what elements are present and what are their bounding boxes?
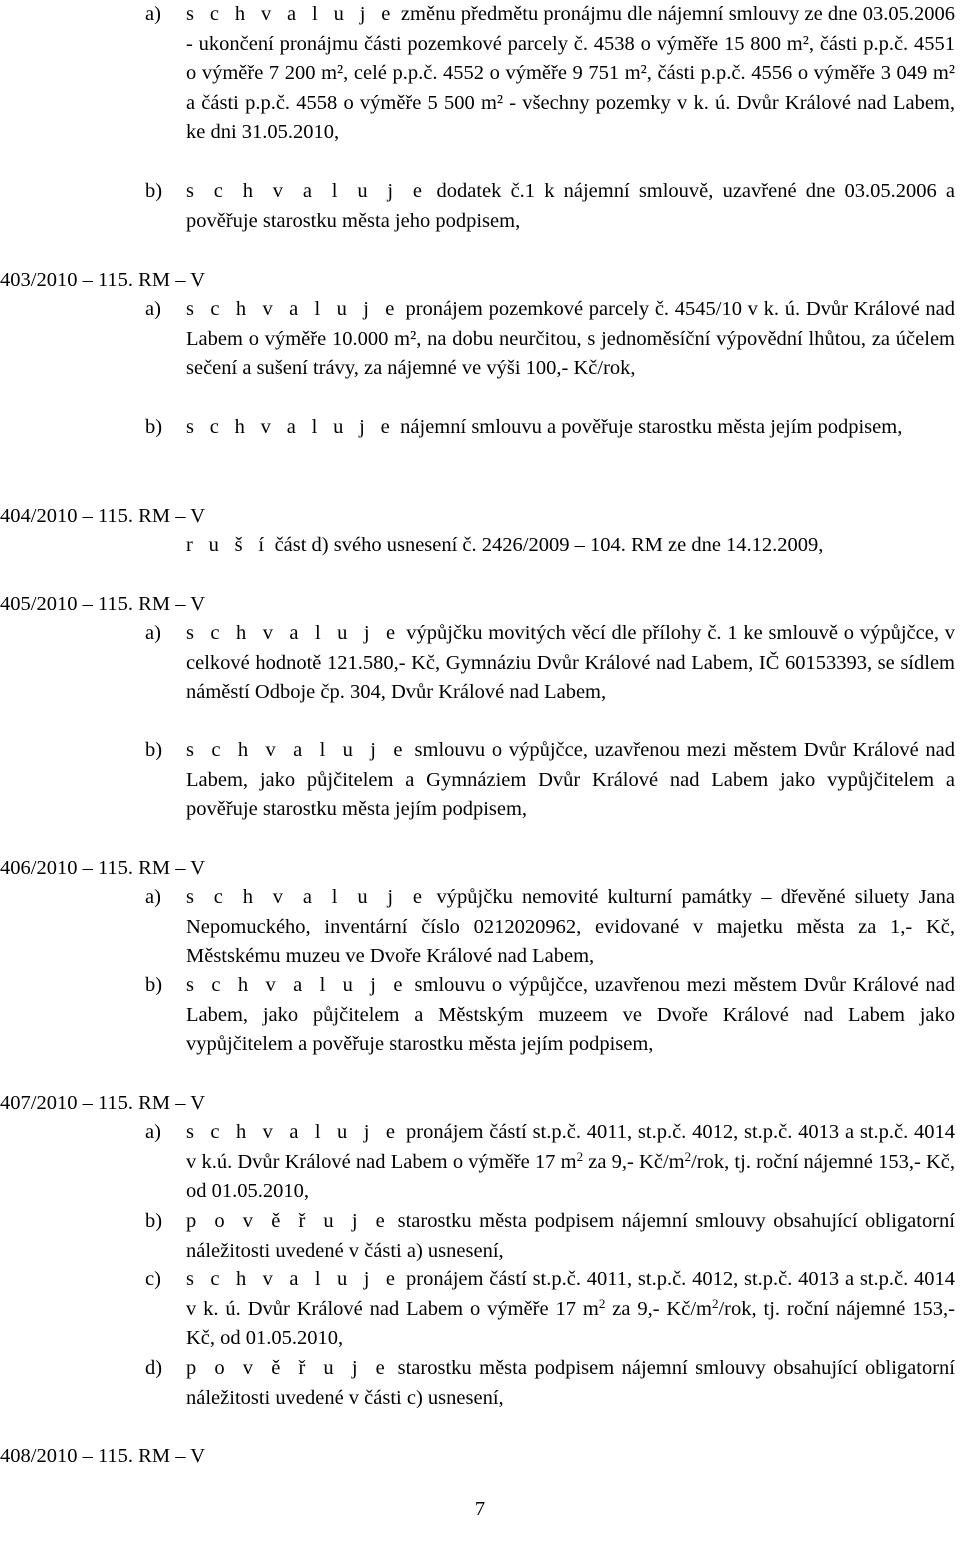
item-label: a) bbox=[145, 3, 161, 25]
item-body bbox=[186, 1207, 955, 1266]
item-keyword: s c h v a l u j e bbox=[186, 739, 408, 761]
item-body bbox=[186, 0, 955, 148]
item-body bbox=[186, 1118, 955, 1207]
r406-item-b bbox=[145, 971, 955, 1060]
page-number: 7 bbox=[474, 1498, 486, 1520]
top-item-a bbox=[145, 0, 955, 148]
item-body bbox=[186, 531, 955, 561]
resolution-heading-407: 407/2010 – 115. RM – V bbox=[0, 1092, 206, 1114]
item-label: b) bbox=[145, 974, 163, 996]
item-label: a) bbox=[145, 298, 161, 320]
item-text: pronájem pozemkové parcely č. 4545/10 v k. ú. Dvůr Králové nad Labem o výměře 10.000 m², na dobu neurčitou, s jednoměsíční výpovědní lhůtou, za účelem sečení a sušení trávy, za nájemné ve výši 100,- Kč/rok, bbox=[186, 298, 956, 379]
r403-item-b bbox=[145, 413, 955, 443]
item-text: starostku města podpisem nájemní smlouvy obsahující obligatorní náležitosti uvedené v části c) usnesení, bbox=[186, 1357, 956, 1409]
r407-item-a bbox=[145, 1118, 955, 1207]
item-keyword: p o v ě ř u j e bbox=[186, 1210, 391, 1232]
item-label: a) bbox=[145, 886, 161, 908]
item-label: b) bbox=[145, 1210, 163, 1232]
item-label: d) bbox=[145, 1357, 163, 1379]
item-text: změnu předmětu pronájmu dle nájemní smlouvy ze dne 03.05.2006 - ukončení pronájmu části pozemkové parcely č. 4538 o výměře 15 800 m², části p.p.č. 4551 o výměře 7 200 m², celé p.p.č. 4552 o výměře 9 751 m², části p.p.č. 4556 o výměře 3 049 m² a části p.p.č. 4558 o výměře 5 500 m² - všechny pozemky v k. ú. Dvůr Králové nad Labem, ke dni 31.05.2010, bbox=[186, 3, 955, 143]
item-body bbox=[186, 883, 955, 972]
item-keyword: s c h v a l u j e bbox=[186, 298, 400, 320]
r406-item-a bbox=[145, 883, 955, 972]
item-keyword: s c h v a l u j e bbox=[186, 3, 396, 25]
item-text: část d) svého usnesení č. 2426/2009 – 104. RM ze dne 14.12.2009, bbox=[269, 534, 824, 556]
item-label: b) bbox=[145, 180, 163, 202]
superscript: 2 bbox=[684, 1148, 692, 1164]
item-label: b) bbox=[145, 416, 163, 438]
item-label: a) bbox=[145, 1121, 161, 1143]
item-text: za 9,- Kč/m bbox=[583, 1150, 685, 1173]
item-keyword: s c h v a l u j e bbox=[186, 622, 401, 644]
item-body bbox=[186, 619, 955, 708]
item-keyword: s c h v a l u j e bbox=[186, 974, 408, 996]
superscript: 2 bbox=[598, 1295, 606, 1311]
item-keyword: s c h v a l u j e bbox=[186, 416, 396, 438]
item-keyword: s c h v a l u j e bbox=[186, 1268, 401, 1290]
item-text: výpůjčku nemovité kulturní památky – dřevěné siluety Jana Nepomuckého, inventární číslo 0212020962, evidované v majetku města za 1,- Kč, Městskému muzeu ve Dvoře Králové nad Labem, bbox=[186, 886, 956, 967]
item-text: za 9,- Kč/m bbox=[605, 1297, 712, 1320]
item-keyword: r u š í bbox=[186, 534, 270, 556]
r405-item-b bbox=[145, 736, 955, 825]
item-text: pronájem částí st.p.č. 4011, st.p.č. 4012, st.p.č. 4013 a st.p.č. 4014 v k.ú. Dvůr Králové nad Labem o výměře 17 m bbox=[186, 1121, 955, 1173]
item-keyword: s c h v a l u j e bbox=[186, 886, 428, 908]
item-body bbox=[186, 736, 955, 825]
superscript: 2 bbox=[576, 1148, 584, 1164]
item-body bbox=[186, 413, 955, 443]
item-body bbox=[186, 971, 955, 1060]
r403-item-a bbox=[145, 295, 955, 384]
item-keyword: s c h v a l u j e bbox=[186, 180, 428, 202]
item-text: /rok, tj. roční nájemné 153,- Kč, od 01.05.2010, bbox=[186, 1150, 956, 1202]
item-body bbox=[186, 295, 955, 384]
r407-item-d bbox=[145, 1354, 955, 1413]
resolution-heading-403: 403/2010 – 115. RM – V bbox=[0, 269, 206, 291]
r405-item-a bbox=[145, 619, 955, 708]
item-keyword: p o v ě ř u j e bbox=[186, 1357, 391, 1379]
item-text: nájemní smlouvu a pověřuje starostku města jejím podpisem, bbox=[395, 416, 903, 438]
item-text: smlouvu o výpůjčce, uzavřenou mezi městem Dvůr Králové nad Labem, jako půjčitelem a Gymnáziem Dvůr Králové nad Labem jako vypůjčitelem a pověřuje starostku města jejím podpisem, bbox=[186, 739, 955, 820]
item-text: výpůjčku movitých věcí dle přílohy č. 1 ke smlouvě o výpůjčce, v celkové hodnotě 121.580,- Kč, Gymnáziu Dvůr Králové nad Labem, IČ 60153393, se sídlem náměstí Odboje čp. 304, Dvůr Králové nad Labem, bbox=[186, 622, 956, 703]
top-item-b bbox=[145, 177, 955, 236]
item-body bbox=[186, 1265, 955, 1354]
item-text: pronájem částí st.p.č. 4011, st.p.č. 4012, st.p.č. 4013 a st.p.č. 4014 v k. ú. Dvůr Králové nad Labem o výměře 17 m bbox=[186, 1268, 955, 1320]
item-keyword: s c h v a l u j e bbox=[186, 1121, 401, 1143]
resolution-heading-404: 404/2010 – 115. RM – V bbox=[0, 505, 206, 527]
r407-item-b bbox=[145, 1207, 955, 1266]
item-text: dodatek č.1 k nájemní smlouvě, uzavřené dne 03.05.2006 a pověřuje starostku města jeho podpisem, bbox=[186, 180, 955, 232]
item-body bbox=[186, 177, 955, 236]
item-body bbox=[186, 1354, 955, 1413]
superscript: 2 bbox=[711, 1295, 719, 1311]
item-text: smlouvu o výpůjčce, uzavřenou mezi městem Dvůr Králové nad Labem, jako půjčitelem a Městským muzeem ve Dvoře Králové nad Labem jako vypůjčitelem a pověřuje starostku města jejím podpisem, bbox=[186, 974, 955, 1055]
resolution-heading-405: 405/2010 – 115. RM – V bbox=[0, 593, 206, 615]
item-text: /rok, tj. roční nájemné 153,- Kč, od 01.05.2010, bbox=[186, 1297, 955, 1349]
resolution-heading-406: 406/2010 – 115. RM – V bbox=[0, 857, 206, 879]
item-text: starostku města podpisem nájemní smlouvy obsahující obligatorní náležitosti uvedené v části a) usnesení, bbox=[186, 1210, 956, 1262]
item-label: c) bbox=[145, 1268, 161, 1290]
item-label: a) bbox=[145, 622, 161, 644]
resolution-heading-408: 408/2010 – 115. RM – V bbox=[0, 1445, 206, 1467]
r404-item bbox=[145, 531, 955, 561]
item-label: b) bbox=[145, 739, 163, 761]
r407-item-c bbox=[145, 1265, 955, 1354]
